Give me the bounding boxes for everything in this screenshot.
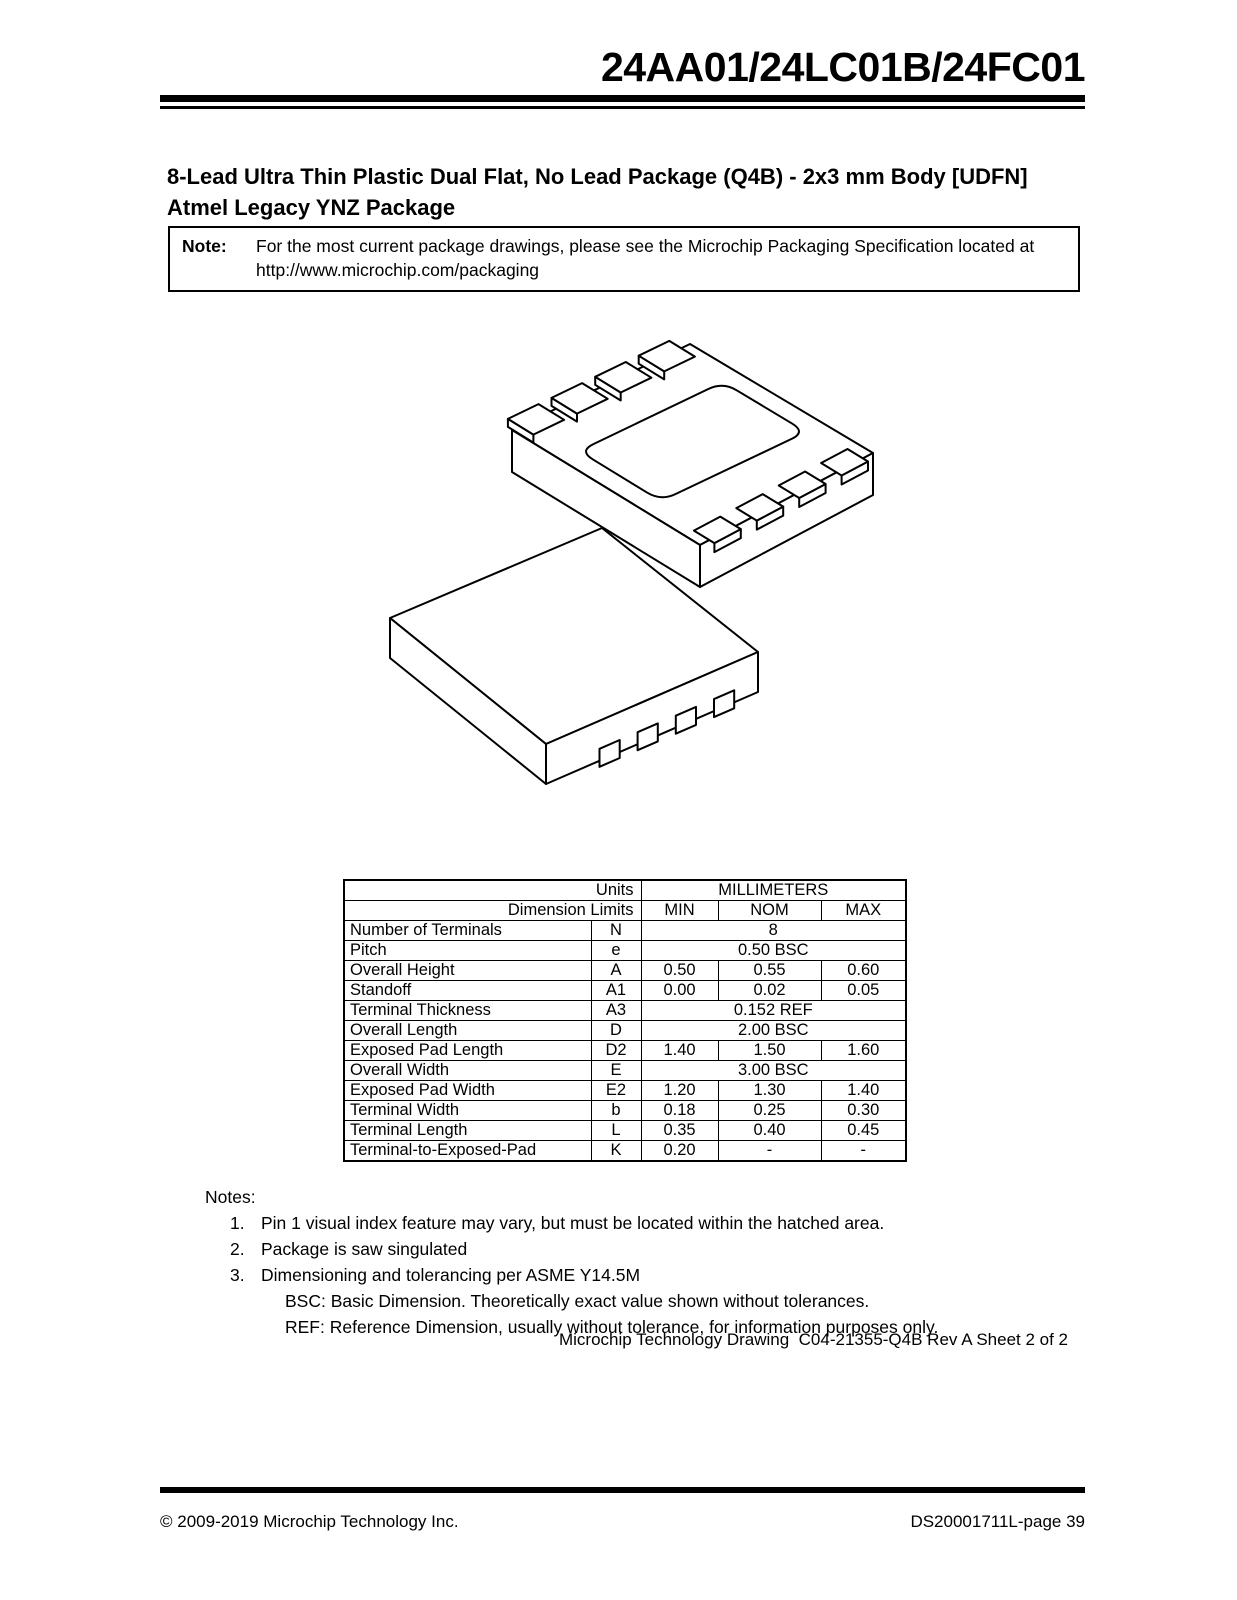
dimension-cell: D [591,1021,641,1041]
dimension-cell: Pitch [344,941,591,961]
page-title: 24AA01/24LC01B/24FC01 [600,44,1085,90]
dimension-cell: Terminal Thickness [344,1001,591,1021]
dimension-cell: 1.40 [821,1081,906,1101]
dimension-cell: Overall Height [344,961,591,981]
dimension-table-body [344,921,906,1162]
notes-title: Notes: [205,1187,256,1207]
dimension-cell: Terminal-to-Exposed-Pad [344,1141,591,1162]
col-header-max: MAX [821,901,906,921]
dimension-row [344,1101,906,1121]
note-text: Pin 1 visual index feature may vary, but must be located within the hatched area. [261,1213,885,1233]
dimension-cell: 0.20 [641,1141,718,1162]
footer-copyright: © 2009-2019 Microchip Technology Inc. [160,1512,459,1531]
note-box [168,226,1080,292]
note-text: Dimensioning and tolerancing per ASME Y14.5M [261,1265,641,1285]
dimension-cell: 0.50 [641,961,718,981]
dimension-cell: - [821,1141,906,1162]
packaging-url-link[interactable]: http://www.microchip.com/packaging [256,260,540,280]
dimension-row [344,941,906,961]
dimension-cell: 2.00 BSC [641,1021,906,1041]
units-label: Units [344,880,641,901]
note-text: Package is saw singulated [261,1239,468,1259]
dimension-cell: 0.60 [821,961,906,981]
note-sub-bsc: BSC: Basic Dimension. Theoretically exact value shown without tolerances. [285,1291,870,1311]
dimension-cell: b [591,1101,641,1121]
dimension-row [344,1081,906,1101]
dimension-row [344,1141,906,1162]
note-text-line: For the most current package drawings, please see the Microchip Packaging Specification located at [256,236,1035,256]
dimension-cell: 0.55 [718,961,821,981]
header-rule-thick [160,95,1085,102]
col-header-nom: NOM [718,901,821,921]
dimension-cell: 1.40 [641,1041,718,1061]
dimension-cell: - [718,1141,821,1162]
dimension-cell: A [591,961,641,981]
dimension-cell: 3.00 BSC [641,1061,906,1081]
dimension-row [344,1041,906,1061]
dimension-cell: L [591,1121,641,1141]
note-item-2 [205,1236,1125,1262]
dimension-cell: 1.30 [718,1081,821,1101]
dimension-table [343,879,907,1162]
dimension-cell: Exposed Pad Width [344,1081,591,1101]
dimension-cell: 0.05 [821,981,906,1001]
dimension-cell: e [591,941,641,961]
limits-row [344,901,906,921]
page-footer [160,1512,1085,1532]
dimension-cell: 0.35 [641,1121,718,1141]
dimension-row [344,1021,906,1041]
units-row [344,880,906,901]
dimension-cell: Overall Length [344,1021,591,1041]
note-text [256,234,1034,282]
millimeters-header: MILLIMETERS [641,880,906,901]
dimension-cell: Standoff [344,981,591,1001]
dimension-cell: 0.30 [821,1101,906,1121]
note-item-1 [205,1210,1125,1236]
dimension-cell: Terminal Length [344,1121,591,1141]
note-number: 1. [230,1213,245,1233]
footer-rule [160,1487,1085,1493]
package-drawing [370,330,890,800]
dimension-row [344,961,906,981]
dimension-cell: N [591,921,641,941]
dimension-cell: 0.02 [718,981,821,1001]
note-number: 3. [230,1265,245,1285]
dimension-cell: K [591,1141,641,1162]
dimension-row [344,1061,906,1081]
section-heading-line2: Atmel Legacy YNZ Package [167,195,456,220]
dimension-row [344,1121,906,1141]
dimension-cell: E [591,1061,641,1081]
dimension-cell: 1.20 [641,1081,718,1101]
dimension-cell: 0.18 [641,1101,718,1121]
dimension-cell: Terminal Width [344,1101,591,1121]
dimension-cell: A3 [591,1001,641,1021]
dimension-limits-label: Dimension Limits [344,901,641,921]
footer-doc-number: DS20001711L-page 39 [910,1512,1085,1531]
section-heading-line1: 8-Lead Ultra Thin Plastic Dual Flat, No Lead Package (Q4B) - 2x3 mm Body [UDFN] [167,164,1028,189]
dimension-cell: E2 [591,1081,641,1101]
notes-section [205,1184,1125,1340]
note-sub-ref: REF: Reference Dimension, usually without tolerance, for information purposes only. [285,1317,939,1337]
dimension-cell: 0.40 [718,1121,821,1141]
dimension-cell: Overall Width [344,1061,591,1081]
dimension-cell: 0.50 BSC [641,941,906,961]
note-number: 2. [230,1239,245,1259]
dimension-cell: 8 [641,921,906,941]
dimension-row [344,981,906,1001]
dimension-cell: D2 [591,1041,641,1061]
note-label: Note: [182,236,227,256]
header-rule-thin [160,106,1085,109]
drawing-reference: Microchip Technology Drawing C04-21355-Q4B Rev A Sheet 2 of 2 [558,1330,1068,1349]
col-header-min: MIN [641,901,718,921]
dimension-cell: 0.152 REF [641,1001,906,1021]
package-isometric-drawing [370,330,890,800]
dimension-row [344,921,906,941]
dimension-cell: 1.60 [821,1041,906,1061]
dimension-cell: 0.45 [821,1121,906,1141]
dimension-cell: 0.25 [718,1101,821,1121]
dimension-row [344,1001,906,1021]
dimension-cell: Number of Terminals [344,921,591,941]
dimension-cell: Exposed Pad Length [344,1041,591,1061]
dimension-cell: 1.50 [718,1041,821,1061]
note-item-3 [205,1262,1125,1288]
dimension-cell: 0.00 [641,981,718,1001]
section-heading [167,161,1127,223]
dimension-cell: A1 [591,981,641,1001]
